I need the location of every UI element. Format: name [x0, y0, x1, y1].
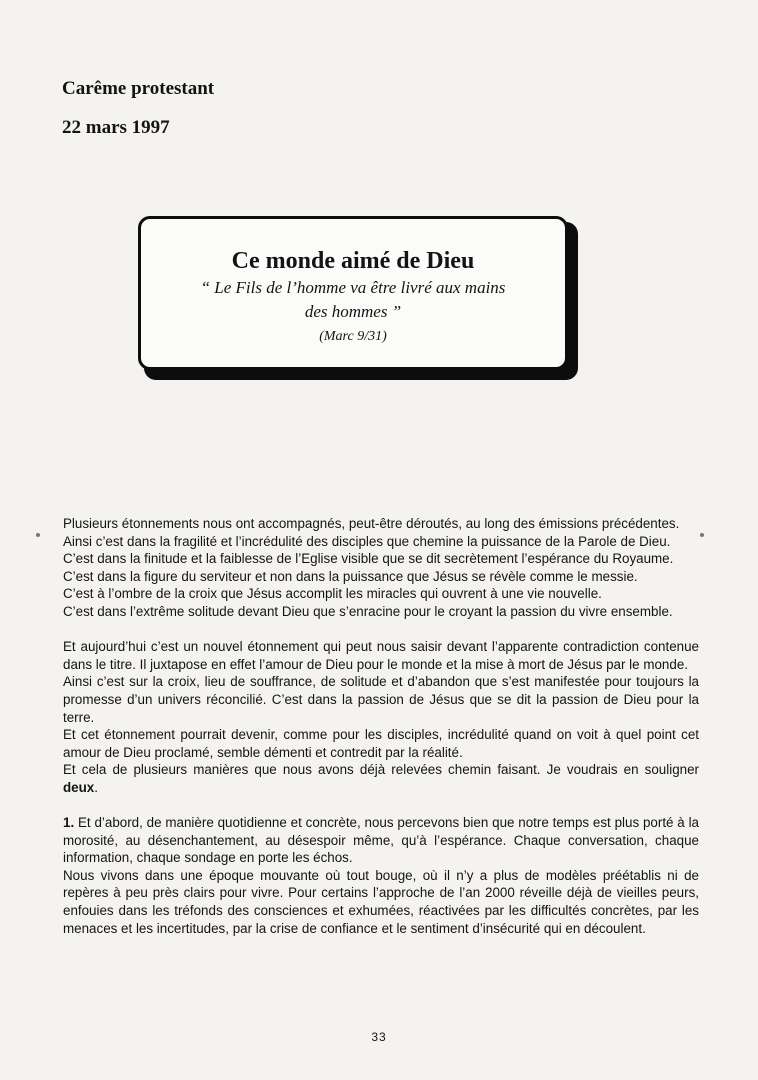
paragraph: Ainsi c’est sur la croix, lieu de souffrance, de solitude et d’abandon que s’est manifestée pour toujours la promesse d’un univers réconcilié. C’est dans la passion de Jésus que se dit la passion de Dieu pour la terre.	[63, 674, 699, 725]
page-number: 33	[371, 1030, 387, 1044]
paragraph: Plusieurs étonnements nous ont accompagnés, peut-être déroutés, au long des émissions précédentes.	[63, 516, 680, 531]
paragraph	[63, 814, 699, 867]
paragraph: C’est à l’ombre de la croix que Jésus accomplit les miracles qui ouvrent à une vie nouvelle.	[63, 586, 602, 602]
paragraph: C’est dans la finitude et la faiblesse de l’Eglise visible que se dit secrètement l’espérance du Royaume.	[63, 551, 674, 567]
paragraph-gap	[63, 797, 699, 815]
paragraph: Nous vivons dans une époque mouvante où tout bouge, où il n’y a plus de modèles préétablis ni de repères à peu près clairs pour vivre. Pour certains l’approche de l’an 2000 réveille déjà de vieilles peurs, enfouies dans les tréfonds des consciences et exhumées, réactivées par les difficultés concrètes, par les menaces et les incertitudes, par la crise de confiance et le sentiment d’insécurité qui en découlent.	[63, 867, 699, 936]
title-box	[138, 216, 568, 370]
paragraph: Et aujourd’hui c’est un nouvel étonnement qui peut nous saisir devant l’apparente contradiction contenue dans le titre. Il juxtapose en effet l’amour de Dieu pour le monde et la mise à mort de Jésus par le monde.	[63, 639, 699, 672]
box-title: Ce monde aimé de Dieu	[231, 248, 475, 274]
paragraph	[63, 761, 699, 796]
body-text	[63, 515, 699, 937]
paragraph: C’est dans la figure du serviteur et non dans la puissance que Jésus se révèle comme le messie.	[63, 568, 638, 584]
section-number: 1.	[63, 815, 75, 831]
paragraph: C’est dans l’extrême solitude devant Dieu que s’enracine pour le croyant la passion du vivre ensemble.	[63, 603, 673, 619]
paragraph-end: .	[94, 779, 98, 795]
paragraph: Et cet étonnement pourrait devenir, comme pour les disciples, incrédulité quand on voit à quel point cet amour de Dieu proclamé, semble démenti et contredit par la réalité.	[63, 727, 699, 760]
paragraph-text: Et cela de plusieurs manières que nous avons déjà relevées chemin faisant. Je voudrais en souligner	[63, 762, 699, 778]
header-date: 22 mars 1997	[62, 117, 170, 138]
paragraph-text: Et d’abord, de manière quotidienne et concrète, nous percevons bien que notre temps est plus porté à la morosité, au désenchantement, au désespoir même, qu’à l’espérance. Chaque conversation, chaque information, chaque sondage en porte les échos.	[63, 815, 699, 866]
paragraph: Ainsi c’est dans la fragilité et l’incrédulité des disciples que chemine la puissance de la Parole de Dieu.	[63, 533, 671, 549]
box-reference: (Marc 9/31)	[319, 329, 387, 344]
emphasis-word: deux	[63, 779, 95, 795]
paragraph-gap	[63, 621, 699, 639]
box-subtitle-line-1: “ Le Fils de l’homme va être livré aux mains	[200, 278, 506, 297]
box-subtitle-line-2: des hommes ”	[304, 302, 402, 321]
scan-speck	[36, 533, 40, 537]
header-line-1: Carême protestant	[62, 78, 215, 99]
scan-speck	[700, 533, 704, 537]
